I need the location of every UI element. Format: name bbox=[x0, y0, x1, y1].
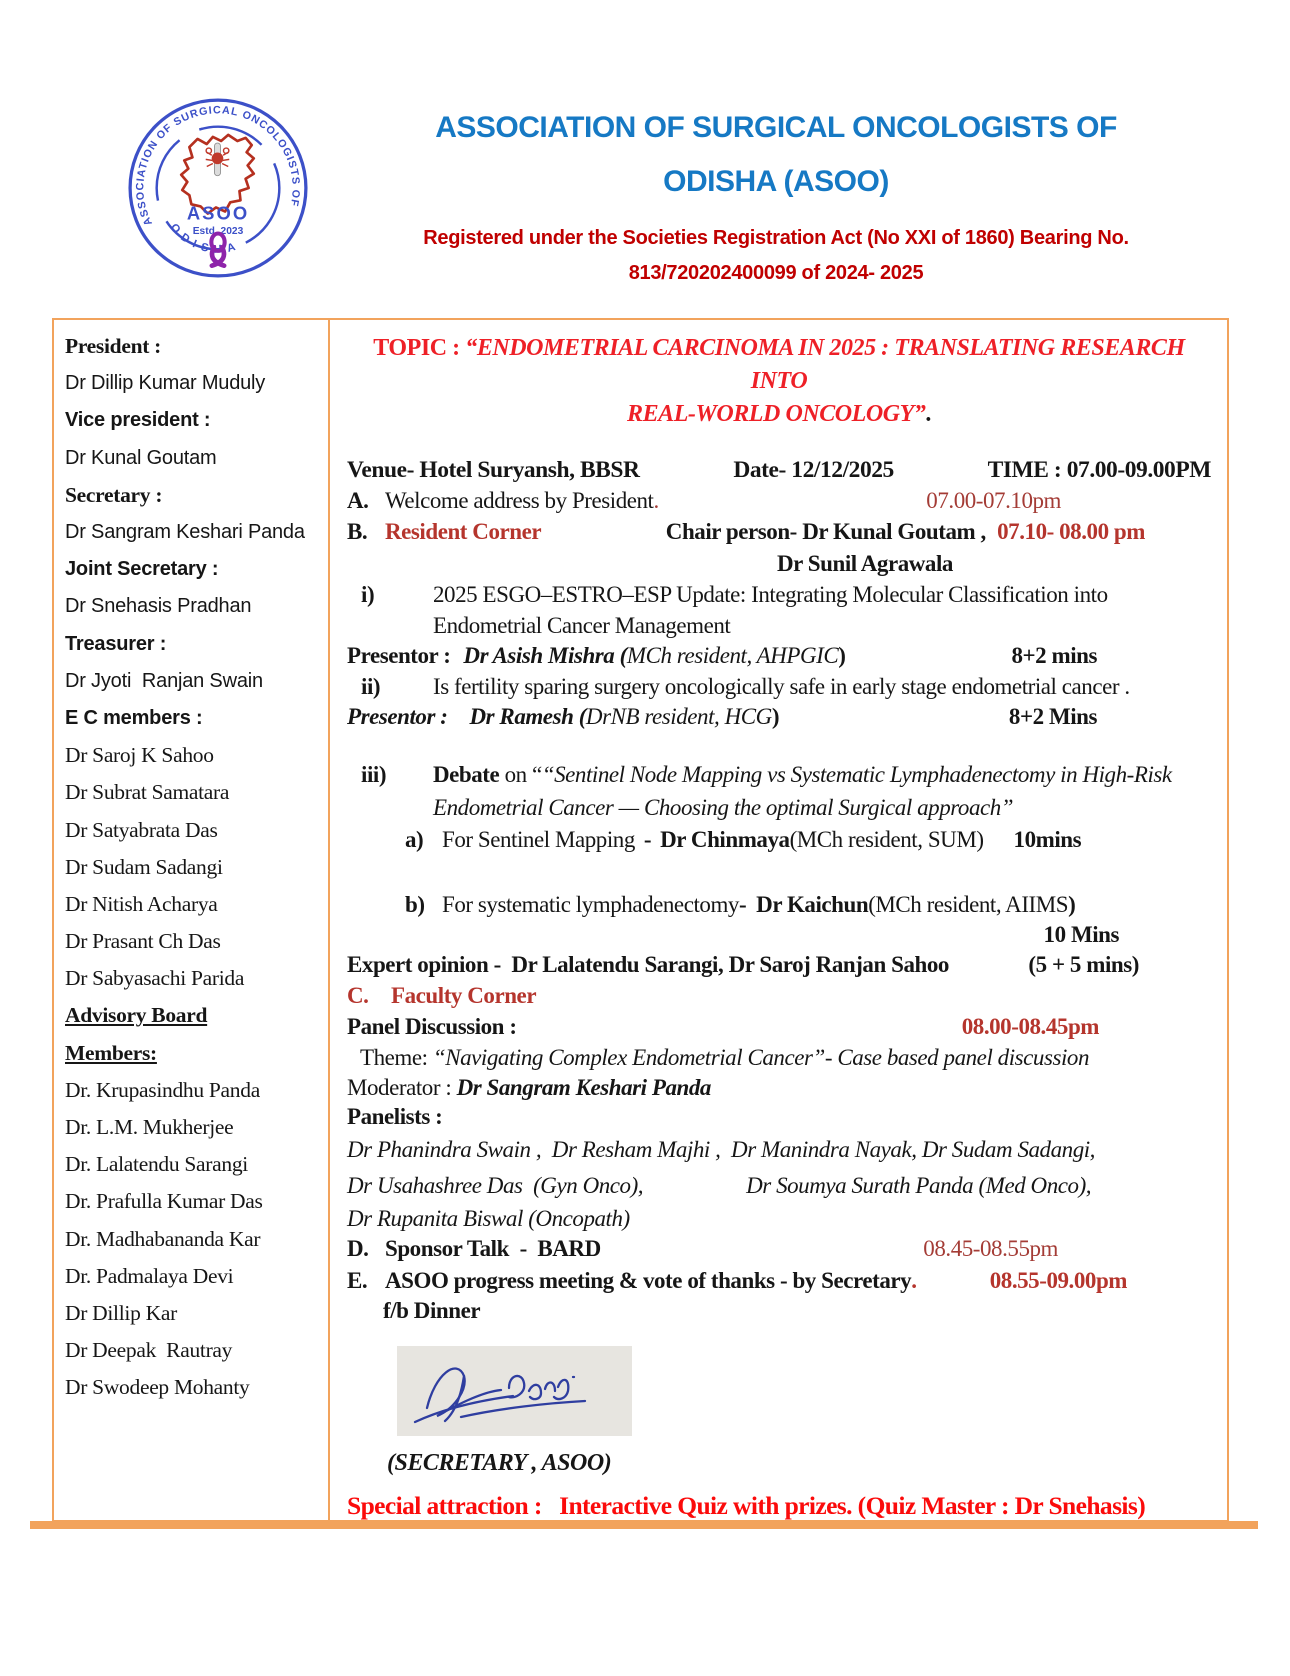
secretary-signature-image bbox=[397, 1346, 632, 1436]
item-text: ASOO progress meeting & vote of thanks - by Secretary bbox=[385, 1268, 912, 1293]
debate-side-a bbox=[347, 824, 1211, 855]
sidebar-member-name: Dr Snehasis Pradhan bbox=[65, 595, 252, 618]
duration: 10mins bbox=[1013, 827, 1082, 852]
sidebar-section-heading: Advisory Board bbox=[65, 1003, 208, 1028]
awareness-ribbon-icon bbox=[211, 233, 224, 265]
section-label: Faculty Corner bbox=[391, 983, 537, 1008]
item-period: . bbox=[911, 1268, 917, 1293]
speaker-paren: ) bbox=[1068, 892, 1076, 917]
logo-ring-text: ASSOCIATION OF SURGICAL ONCOLOGISTS OF bbox=[134, 104, 302, 228]
registration-line1: Registered under the Societies Registration Act (No XXI of 1860) Bearing No. bbox=[423, 227, 1129, 249]
agenda-item-d bbox=[347, 1233, 1211, 1265]
expert-opinion-line bbox=[347, 950, 1211, 980]
item-text: Welcome address by President bbox=[385, 488, 654, 513]
sidebar-member-name: Dr Deepak Rautray bbox=[65, 1338, 233, 1363]
item-time: 08.45-08.55pm bbox=[923, 1236, 1058, 1261]
theme-rest: Case based panel discussion bbox=[837, 1045, 1090, 1070]
agenda-item-c bbox=[347, 980, 1211, 1011]
sidebar-member-name: Dr Satyabrata Das bbox=[65, 817, 218, 842]
chairperson-line bbox=[666, 516, 1145, 548]
sidebar-member-name: Dr. Prafulla Kumar Das bbox=[65, 1189, 263, 1214]
venue-line bbox=[347, 455, 1211, 485]
sidebar-member-name: Dr. Lalatendu Sarangi bbox=[65, 1152, 248, 1177]
bottom-orange-bar bbox=[30, 1521, 1258, 1529]
sidebar-member-name: Dr. Madhabananda Kar bbox=[65, 1226, 261, 1251]
agenda-item-e bbox=[347, 1265, 1211, 1296]
agenda-item-i bbox=[347, 580, 1211, 641]
org-title-line2: ODISHA (ASOO) bbox=[663, 165, 889, 198]
sidebar-member-name: Dr Subrat Samatara bbox=[65, 780, 230, 805]
item-number: iii) bbox=[361, 762, 387, 787]
sidebar-member-name: Dr Jyoti Ranjan Swain bbox=[65, 669, 263, 692]
panelists-line1: Dr Phanindra Swain , Dr Resham Majhi , Dr Manindra Nayak, Dr Sudam Sadangi, bbox=[347, 1137, 1095, 1162]
debate-mid: on “ bbox=[499, 762, 542, 787]
sidebar-member-name: Dr Nitish Acharya bbox=[65, 891, 218, 916]
sidebar-role-label: Vice president : bbox=[65, 409, 211, 432]
debate-quote: “Sentinel Node Mapping vs Systematic Lymphadenectomy in High-Risk Endometrial Cancer — Choosing the optimal Surgical approach” bbox=[433, 762, 1172, 820]
sidebar-role-label: Treasurer : bbox=[65, 632, 167, 655]
chairperson: Chair person- Dr Kunal Goutam , bbox=[665, 519, 986, 544]
date-value: Date- 12/12/2025 bbox=[733, 457, 894, 483]
panelists-line2 bbox=[347, 1168, 1211, 1204]
item-letter: a) bbox=[405, 827, 424, 852]
topic-prefix: TOPIC : bbox=[373, 335, 466, 361]
topic-period: . bbox=[925, 401, 931, 427]
sidebar-member-name: Dr. Padmalaya Devi bbox=[65, 1263, 234, 1288]
co-chairperson: Dr Sunil Agrawala bbox=[777, 551, 953, 576]
logo-acronym: ASOO bbox=[186, 202, 250, 224]
topic-quote-line2: REAL-WORLD ONCOLOGY” bbox=[627, 401, 926, 427]
moderator-line bbox=[347, 1073, 1211, 1102]
time-value: TIME : 07.00-09.00PM bbox=[987, 457, 1211, 483]
special-attraction-line: Special attraction : Interactive Quiz with prizes. (Quiz Master : Dr Snehasis) bbox=[347, 1491, 1146, 1520]
speaker-credential: (MCh resident, SUM) bbox=[789, 827, 984, 852]
dash: - bbox=[643, 827, 652, 852]
topic-heading bbox=[347, 332, 1211, 431]
sidebar-member-name: Dr. Krupasindhu Panda bbox=[65, 1077, 260, 1102]
presenter-line-ii bbox=[347, 702, 1211, 732]
theme-line bbox=[347, 1043, 1211, 1073]
item-number: ii) bbox=[361, 674, 381, 699]
moderator-name: Dr Sangram Keshari Panda bbox=[456, 1075, 711, 1100]
sidebar-member-name: Dr. L.M. Mukherjee bbox=[65, 1115, 234, 1140]
followup-dinner: f/b Dinner bbox=[383, 1298, 481, 1323]
agenda-item-a bbox=[347, 485, 1211, 516]
item-letter: D. bbox=[347, 1236, 369, 1261]
item-letter: A. bbox=[347, 488, 369, 513]
venue-value: Venue- Hotel Suryansh, BBSR bbox=[347, 457, 640, 483]
item-time: 07.10- 08.00 pm bbox=[997, 519, 1145, 544]
agenda-item-iii bbox=[347, 758, 1211, 824]
presenter-name: Dr Asish Mishra ( bbox=[463, 643, 627, 668]
presenter-credential: DrNB resident, HCG bbox=[585, 704, 772, 729]
presenter-paren: ) bbox=[838, 643, 846, 668]
logo-estd: Estd. 2023 bbox=[192, 226, 244, 237]
item-letter: C. bbox=[347, 983, 369, 1008]
signature-caption: (SECRETARY , ASOO) bbox=[387, 1450, 612, 1476]
org-title-line1: ASSOCIATION OF SURGICAL ONCOLOGISTS OF bbox=[435, 111, 1117, 144]
item-letter: B. bbox=[347, 519, 368, 544]
debate-label: Debate bbox=[433, 762, 500, 787]
sidebar-member-name: Dr Dillip Kar bbox=[65, 1300, 177, 1325]
item-time: 08.55-09.00pm bbox=[989, 1268, 1127, 1293]
sidebar-member-name: Dr Swodeep Mohanty bbox=[65, 1375, 250, 1400]
presenter-name: Dr Ramesh ( bbox=[469, 704, 586, 729]
agenda-content bbox=[330, 320, 1227, 1520]
sidebar-member-name: Dr Saroj K Sahoo bbox=[65, 743, 214, 768]
topic-quote-line1: “ENDOMETRIAL CARCINOMA IN 2025 : TRANSLATING RESEARCH INTO bbox=[465, 335, 1185, 394]
item-number: i) bbox=[361, 582, 375, 607]
expert-opinion: Expert opinion - Dr Lalatendu Sarangi, Dr Saroj Ranjan Sahoo bbox=[347, 952, 949, 977]
side-text: For Sentinel Mapping bbox=[442, 827, 635, 852]
document-header bbox=[330, 112, 1222, 285]
theme-quote: “Navigating Complex Endometrial Cancer”- bbox=[432, 1045, 838, 1070]
item-letter: E. bbox=[347, 1268, 368, 1293]
sidebar-section-heading: Members: bbox=[65, 1040, 157, 1065]
sidebar-member-name: Dr Sabyasachi Parida bbox=[65, 966, 245, 991]
presenter-label: Presentor : bbox=[347, 704, 448, 729]
presenter-paren: ) bbox=[771, 704, 780, 729]
sidebar-member-name: Dr Prasant Ch Das bbox=[65, 929, 221, 954]
duration: 8+2 Mins bbox=[1008, 704, 1097, 729]
sidebar-member-name: Dr Sudam Sadangi bbox=[65, 854, 223, 879]
sidebar-member-name: Dr Kunal Goutam bbox=[65, 446, 217, 469]
item-time: 07.00-07.10pm bbox=[926, 488, 1061, 513]
item-text: 2025 ESGO–ESTRO–ESP Update: Integrating Molecular Classification into Endometrial Cancer Management bbox=[433, 582, 1108, 638]
asoo-logo bbox=[126, 96, 310, 280]
sidebar-role-label: Secretary : bbox=[65, 482, 163, 507]
debate-side-b bbox=[347, 889, 1211, 920]
dash: - bbox=[738, 892, 747, 917]
presenter-line-i bbox=[347, 641, 1211, 671]
sidebar-member-name: Dr Dillip Kumar Muduly bbox=[65, 372, 266, 395]
duration: (5 + 5 mins) bbox=[1028, 952, 1139, 977]
sidebar-role-label: Joint Secretary : bbox=[65, 558, 219, 581]
panel-label: Panel Discussion : bbox=[347, 1014, 517, 1039]
sidebar-role-label: President : bbox=[65, 334, 162, 359]
panel-discussion-line bbox=[347, 1011, 1211, 1043]
sidebar-member-name: Dr Sangram Keshari Panda bbox=[65, 521, 305, 544]
speaker-name: Dr Kaichun bbox=[756, 892, 869, 917]
theme-label: Theme: bbox=[360, 1045, 433, 1070]
section-label: Resident Corner bbox=[385, 519, 542, 544]
agenda-item-ii bbox=[347, 671, 1211, 702]
panelist-name: Dr Soumya Surath Panda (Med Onco), bbox=[746, 1173, 1092, 1198]
item-letter: b) bbox=[405, 892, 425, 917]
side-text: For systematic lymphadenectomy bbox=[442, 892, 739, 917]
agenda-item-b bbox=[347, 516, 1211, 548]
speaker-credential: (MCh resident, AIIMS bbox=[868, 892, 1069, 917]
item-period: . bbox=[653, 488, 659, 513]
registration-line2: 813/720202400099 of 2024- 2025 bbox=[628, 262, 924, 284]
debate-text bbox=[433, 758, 1211, 824]
presenter-credential: MCh resident, AHPGIC bbox=[626, 643, 839, 668]
duration: 10 Mins bbox=[1043, 922, 1119, 947]
panelists-line3: Dr Rupanita Biswal (Oncopath) bbox=[347, 1206, 630, 1231]
speaker-name: Dr Chinmaya bbox=[660, 827, 790, 852]
agenda-box bbox=[52, 318, 1229, 1522]
panelists-label: Panelists : bbox=[347, 1104, 443, 1129]
presenter-label: Presentor : bbox=[347, 643, 451, 668]
item-text: Sponsor Talk - BARD bbox=[385, 1236, 601, 1261]
moderator-label: Moderator : bbox=[347, 1075, 457, 1100]
item-time: 08.00-08.45pm bbox=[961, 1014, 1099, 1039]
panelist-name: Dr Usahashree Das (Gyn Onco), bbox=[347, 1173, 644, 1198]
item-text: Is fertility sparing surgery oncologically safe in early stage endometrial cancer . bbox=[433, 674, 1130, 699]
duration: 8+2 mins bbox=[1011, 643, 1097, 668]
logo-ring-text-bottom: ODISHA bbox=[167, 221, 243, 256]
sidebar-role-label: E C members : bbox=[65, 706, 203, 729]
office-bearers-sidebar bbox=[54, 320, 330, 1520]
